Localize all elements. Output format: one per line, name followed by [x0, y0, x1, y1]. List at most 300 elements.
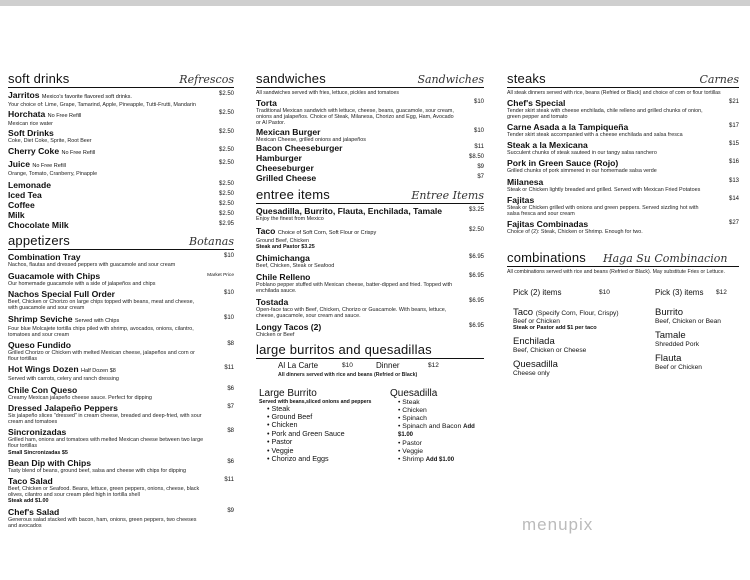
burrito-option: • Chorizo and Eggs: [267, 455, 379, 463]
menu-item: [8, 146, 234, 158]
item-desc: Nachos, flautas and dressed peppers with guacamole and sour cream: [8, 261, 176, 268]
steaks-list: [507, 98, 739, 236]
alacarte-label: Al La Carte: [278, 361, 319, 371]
item-price: $9: [227, 507, 234, 514]
item-price: $14: [728, 195, 739, 202]
item-name-text: Fajitas Combinadas: [507, 219, 589, 230]
menu-item: [256, 297, 484, 319]
item-price: $6.95: [468, 253, 484, 260]
item-name: [8, 146, 204, 158]
item-name: [507, 177, 709, 187]
item-name: [507, 158, 709, 168]
item-price: $2.50: [218, 190, 234, 197]
item-name-text: Cheeseburger: [256, 163, 314, 174]
sandwiches-header: [256, 70, 484, 88]
item-price: $15: [728, 141, 739, 148]
item-name: [507, 98, 709, 108]
combo-item-name-text: Burrito: [655, 306, 683, 318]
combo-item-name: [655, 353, 745, 364]
item-price: $8: [227, 428, 234, 435]
item-desc: Choice of (2): Steak, Chicken or Shrimp. Enough for two.: [507, 229, 643, 236]
item-name: [507, 195, 709, 205]
menu-item: [8, 427, 234, 456]
burrito-option: • Pastor: [267, 438, 379, 446]
menu-item: [8, 289, 234, 311]
item-name: [8, 180, 204, 190]
item-tag: Half Dozen $8: [80, 368, 116, 375]
menu-item: [507, 219, 739, 235]
item-name: [507, 122, 709, 132]
item-desc: Beef, Chicken or Seafood. Beans, lettuce, green peppers, onions, cheese, black olives, cilantro and sour cream piled high in tortilla shell: [8, 486, 200, 499]
item-name: [8, 128, 204, 138]
menu-item: [256, 153, 484, 163]
add-price: Add $1.00: [398, 424, 475, 439]
item-desc: Beef, Chicken or Chorizo on large chips topped with beans, meat and cheese, with guacamole and sour cream: [8, 299, 195, 312]
item-price: $8.50: [468, 154, 484, 161]
item-name: [8, 458, 204, 468]
menu-item: [8, 252, 234, 268]
combo-item-desc: Beef, Chicken or Bean: [655, 317, 721, 325]
item-price: $7: [477, 174, 484, 181]
item-name-text: Bacon Cheeseburger: [256, 143, 343, 154]
item-name: [8, 340, 204, 350]
item-name: [256, 143, 454, 153]
item-desc: Mexican Cheese, grilled onions and jalapeños: [256, 137, 366, 144]
item-name-text: Grilled Cheese: [256, 173, 317, 184]
combo-item-desc: Beef, Chicken or Cheese: [513, 346, 587, 354]
item-desc: Open-face taco with Beef, Chicken, Chorizo or Guacamole. With beans, lettuce, cheese, guacamole, sour cream and sauce.: [256, 306, 447, 319]
quesadilla-option-text: Steak: [402, 398, 420, 406]
item-name-text: Torta: [256, 97, 277, 108]
item-name: [256, 206, 454, 216]
item-price: $6: [227, 458, 234, 465]
menu-item: [507, 195, 739, 217]
item-desc: Succulent chunks of steak sauteed in our tangy salsa ranchero: [507, 150, 657, 157]
item-price: $2.95: [218, 220, 234, 227]
burrito-option: • Steak: [267, 405, 379, 413]
item-price: $16: [728, 159, 739, 166]
item-tag: Served with Chips: [74, 317, 120, 324]
quesadilla-option: [398, 399, 488, 407]
item-desc: Generous salad stacked with bacon, ham, onions, green peppers, two cheeses and avocados: [8, 516, 197, 529]
burrito-option: • Chicken: [267, 421, 379, 429]
item-name: [8, 476, 204, 486]
item-desc: Beef, Chicken, Steak or Seafood: [256, 262, 335, 269]
combo-item-name-text: Flauta: [655, 352, 682, 364]
item-name: [8, 190, 204, 200]
combo-left-list: [513, 307, 651, 377]
menu-item: [8, 200, 234, 210]
item-name-text: Fajitas: [507, 194, 535, 205]
pick2-column: [513, 288, 651, 377]
item-name-text: Guacamole with Chips: [8, 271, 101, 282]
pick2-price: $10: [599, 288, 610, 296]
item-price: $10: [223, 290, 234, 297]
menu-item: [256, 127, 484, 143]
item-desc: Your choice of: Lime, Grape, Tamarind, Apple, Pineapple, Tutti-Frutti, Mandarin: [8, 102, 196, 108]
appetizers-header: [8, 232, 234, 250]
item-price: $8: [227, 341, 234, 348]
item-name-text: Juice: [8, 158, 30, 169]
item-name-text: Chimichanga: [256, 252, 310, 263]
item-price: $2.50: [468, 226, 484, 233]
menu-item: [256, 226, 484, 250]
item-name-text: Hot Wings Dozen: [8, 364, 79, 375]
item-name: [256, 297, 454, 307]
item-name: [8, 220, 204, 230]
entree-header: [256, 186, 484, 204]
quesadilla-option: [398, 440, 488, 448]
large-burritos-header: [256, 341, 484, 359]
quesadilla-option: [398, 448, 488, 456]
menu-item: [256, 163, 484, 173]
combo-item: [513, 336, 651, 354]
item-name: [8, 200, 204, 210]
item-price: $17: [728, 122, 739, 129]
item-name: [507, 219, 709, 229]
quesadilla-option: [398, 456, 488, 464]
item-desc: Traditional Mexican sandwich with lettuce, cheese, beans, guacamole, sour cream, onions and jalapeños. Choice of Steak, Milanesa, Chorizo and Egg, Ham, Avocado or Al Pastor.: [256, 107, 454, 126]
item-name-text: Mexican Burger: [256, 127, 321, 138]
pick3-column: [655, 288, 745, 371]
item-price: $2.50: [218, 146, 234, 153]
dinner-label: Dinner: [376, 361, 400, 371]
item-desc: Poblano pepper stuffed with Mexican cheese, batter-dipped and fried. Topped with enchilada sauce.: [256, 282, 453, 295]
menu-item: [256, 253, 484, 269]
combinations-grid: [507, 288, 739, 418]
entree-script: Entree Items: [411, 189, 484, 203]
menu-item: [256, 98, 484, 127]
item-name-text: Chile Relleno: [256, 272, 311, 283]
item-price: $2.50: [218, 159, 234, 166]
menu-item: [8, 507, 234, 529]
combo-item-name: [655, 330, 745, 341]
menu-item: [8, 159, 234, 177]
item-name: [507, 140, 709, 150]
item-price: $21: [728, 98, 739, 105]
item-desc: Mexican rice water: [8, 121, 53, 128]
item-desc: Grilled Chorizo or Chicken with melted Mexican cheese, jalapeños and corn or flour tortillas: [8, 350, 195, 363]
item-name-text: Soft Drinks: [8, 128, 54, 139]
combo-item: [513, 359, 651, 377]
pick3-label: Pick (3) items: [655, 287, 704, 297]
burrito-option: • Veggie: [267, 447, 379, 455]
combo-item-desc: Beef or Chicken: [513, 317, 560, 325]
burrito-quesadilla-block: [256, 388, 484, 516]
item-name: [8, 364, 204, 376]
quesadilla-option-text: Veggie: [402, 447, 424, 455]
item-price: $6.95: [468, 322, 484, 329]
item-desc: Six jalapeño slices "dressed" in cream cheese, breaded and deep-fried, with sour cream and tomatoes: [8, 412, 202, 426]
item-name-text: Dressed Jalapeño Peppers: [8, 402, 118, 413]
item-price: Market Price: [207, 273, 234, 279]
menu-item: [8, 128, 234, 144]
item-name: [256, 226, 454, 238]
menu-item: [256, 143, 484, 153]
soft-drinks-script: Refrescos: [179, 73, 234, 86]
item-name-text: Steak a la Mexicana: [507, 140, 588, 151]
item-name: [256, 127, 454, 137]
item-desc: Grilled ham, onions and tomatoes with melted Mexican cheese between two large flour tortillas: [8, 437, 204, 450]
item-price: $2.50: [218, 200, 234, 207]
menu-item: [256, 272, 484, 294]
item-name: [8, 109, 204, 121]
quesadilla-option-text: Pastor: [402, 439, 422, 447]
steaks-script: Carnes: [699, 73, 739, 86]
item-name: [256, 163, 454, 173]
quesadilla-option-text: Spinach: [402, 415, 427, 423]
sandwiches-list: [256, 98, 484, 184]
item-desc: Steak or Chicken grilled with onions and green peppers. Served sizzling hot with salsa fresca and sour cream: [507, 204, 699, 217]
item-name: [8, 507, 204, 517]
item-name: [8, 210, 204, 220]
menu-item: [256, 206, 484, 222]
item-desc: Served with carrots, celery and ranch dressing: [8, 376, 119, 383]
menu-item: [8, 314, 234, 338]
item-name-text: Quesadilla, Burrito, Flauta, Enchilada, Tamale: [256, 206, 443, 217]
item-price: $6.95: [468, 297, 484, 304]
item-name-text: Cherry Coke: [8, 145, 60, 156]
combo-item-name: [513, 359, 651, 370]
steaks-note: All steak dinners served with rice, beans (Refried or Black) and choice of corn or flour tortillas: [507, 90, 721, 96]
combo-item-name-text: Tamale: [655, 329, 686, 341]
menu-item: [8, 90, 234, 108]
soft-drinks-list: [8, 90, 234, 230]
item-note: Steak add $1.00: [8, 498, 49, 505]
item-price: $11: [224, 365, 234, 372]
alacarte-dinner-row: [256, 361, 484, 372]
combo-item-name: [655, 307, 745, 318]
item-name-text: Nachos Special Full Order: [8, 289, 115, 300]
combo-item-tag: (Specify Corn, Flour, Crispy): [535, 309, 619, 317]
item-price: $3.25: [468, 207, 484, 214]
combo-item: [513, 307, 651, 331]
item-price: $2.50: [218, 91, 234, 97]
item-desc: Orange, Tomato, Cranberry, Pinapple: [8, 170, 98, 177]
quesadilla-list: [390, 399, 488, 465]
menu-item: [8, 271, 234, 287]
item-name: [8, 403, 204, 413]
item-name-text: Jarritos: [8, 90, 40, 100]
item-name-text: Coffee: [8, 199, 35, 210]
alacarte-price: $10: [342, 362, 353, 370]
dinner-price: $12: [428, 362, 439, 370]
item-name-text: Bean Dip with Chips: [8, 457, 92, 468]
item-name-text: Chile Con Queso: [8, 384, 78, 395]
item-price: $6: [227, 385, 234, 392]
item-name: [256, 322, 454, 332]
item-price: $11: [224, 477, 234, 484]
combinations-header: [507, 249, 739, 267]
quesadilla-option-text: Shrimp: [402, 456, 424, 464]
combo-item: [655, 353, 745, 371]
item-name-text: Queso Fundido: [8, 340, 72, 351]
item-name-text: Tostada: [256, 296, 289, 307]
menu-item: [8, 340, 234, 362]
quesadilla-title: Quesadilla: [390, 387, 438, 399]
soft-drinks-header: [8, 70, 234, 88]
menu-item: [8, 180, 234, 190]
item-name: [8, 271, 204, 281]
item-price: $10: [473, 98, 484, 105]
steaks-header: [507, 70, 739, 88]
item-name-text: Taco Salad: [8, 476, 53, 487]
large-burrito-note: Served with beans,sliced onions and peppers: [259, 398, 372, 405]
combo-item-desc: Shredded Pork: [655, 340, 699, 348]
menu-item: [8, 190, 234, 200]
watermark-logo: menupix: [522, 515, 594, 534]
item-price: $6.95: [468, 273, 484, 280]
menu-item: [507, 140, 739, 156]
item-name-text: Pork in Green Sauce (Rojo): [507, 158, 619, 169]
pick2-label: Pick (2) items: [513, 287, 562, 297]
combinations-script: Haga Su Combinacion: [603, 252, 728, 266]
appetizers-script: Botanas: [189, 234, 234, 248]
item-name-text: Hamburger: [256, 153, 302, 164]
combo-item-name: [513, 336, 651, 347]
soft-drinks-title: soft drinks: [8, 71, 70, 86]
item-desc: Four blue Molcajete tortilla chips piled with shrimp, avocados, onions, cilantro, tomatoes and sour cream: [8, 325, 194, 338]
appetizers-list: [8, 252, 234, 529]
menu-item: [8, 403, 234, 425]
pick2-header: [513, 288, 651, 302]
pick3-price: $12: [716, 288, 727, 296]
quesadilla-block: [390, 388, 488, 465]
item-desc: Creamy Mexican jalapeño cheese sauce. Perfect for dipping: [8, 394, 152, 401]
combo-item-name-text: Enchilada: [513, 335, 555, 347]
quesadilla-option: [398, 407, 488, 415]
menu-item: [8, 220, 234, 230]
menu-item: [8, 476, 234, 505]
menu-item: [507, 177, 739, 193]
item-note: Small Sincronizadas $5: [8, 449, 68, 456]
combo-item-desc: Beef or Chicken: [655, 363, 702, 371]
menu-item: [256, 322, 484, 338]
sandwiches-title: sandwiches: [256, 71, 326, 86]
entree-list: [256, 206, 484, 338]
item-desc-extra: Steak and Pastor $3.25: [256, 243, 315, 250]
sandwiches-script: Sandwiches: [417, 73, 484, 86]
combo-item-desc: Cheese only: [513, 369, 550, 377]
item-price: $13: [728, 177, 739, 184]
column-middle: [256, 70, 484, 516]
item-desc: Steak or Chicken lightly breaded and grilled. Served with Mexican Fried Potatoes: [507, 186, 701, 193]
item-price: $2.50: [218, 180, 234, 187]
combinations-note: All combinations served with rice and beans (Refried or Black). May substitute Fries or Lettuce.: [507, 269, 725, 276]
quesadilla-option-text: Spinach and Bacon: [402, 423, 462, 431]
item-name-text: Shrimp Seviche: [8, 313, 73, 324]
item-price: $10: [223, 314, 234, 321]
item-name: [256, 173, 454, 183]
item-name: [8, 427, 204, 437]
item-name: [8, 385, 204, 395]
item-price: $11: [474, 144, 484, 151]
item-price: $2.50: [218, 210, 234, 217]
menu-item: [256, 173, 484, 183]
quesadilla-option-text: Chicken: [402, 406, 427, 414]
burrito-option: • Pork and Green Sauce: [267, 430, 379, 438]
item-tag: No Free Refill: [61, 149, 96, 156]
combo-item-name: [513, 307, 651, 318]
item-price: $10: [473, 128, 484, 135]
item-name-text: Combination Tray: [8, 251, 81, 262]
item-name: [256, 253, 454, 263]
item-price: $2.50: [218, 129, 234, 136]
menu-item: [507, 98, 739, 120]
column-right: [507, 70, 739, 418]
menu-item: [8, 364, 234, 382]
menu-item: [8, 385, 234, 401]
item-desc: Grilled chunks of pork simmered in our homemade salsa verde: [507, 168, 657, 175]
item-desc: Chicken or Beef: [256, 331, 295, 338]
steaks-title: steaks: [507, 71, 546, 86]
large-burrito-block: [259, 388, 379, 464]
large-burrito-list: [259, 405, 379, 464]
menu-item: [507, 122, 739, 138]
menu-item: [8, 458, 234, 474]
item-name: [8, 289, 204, 299]
item-name: [256, 98, 454, 108]
combo-item: [655, 330, 745, 348]
item-desc: Coke, Diet Coke, Sprite, Root Beer: [8, 138, 92, 145]
item-desc: Enjoy the finest from Mexico: [256, 216, 324, 223]
item-price: $27: [728, 220, 739, 227]
item-name: [256, 153, 454, 163]
item-desc: Our homemade guacamole with a side of jalapeños and chips: [8, 281, 156, 288]
item-desc: Tender skirt steak with cheese enchilada, chile relleno and grilled chunks of onion, green pepper and tomato: [507, 107, 703, 120]
combo-item-note: Steak or Pastor add $1 per taco: [513, 324, 597, 331]
item-name-text: Milanesa: [507, 176, 544, 187]
add-price: Add $1.00: [425, 457, 455, 464]
item-price: $2.50: [218, 110, 234, 117]
dinner-note: All dinners served with rice and beans (Refried or Black): [278, 372, 418, 379]
item-name: [256, 272, 454, 282]
item-name-text: Taco: [256, 225, 276, 236]
item-price: $7: [227, 403, 234, 410]
item-name-text: Milk: [8, 209, 25, 220]
menu-item: [8, 109, 234, 127]
item-tag: No Free Refill: [32, 162, 66, 169]
combinations-title: combinations: [507, 250, 586, 266]
column-left: [8, 70, 234, 529]
item-name-text: Sincronizadas: [8, 427, 67, 438]
appetizers-title: appetizers: [8, 232, 70, 248]
item-price: $9: [477, 164, 484, 171]
combo-item-name-text: Taco: [513, 306, 534, 318]
large-burrito-title: Large Burrito: [259, 387, 317, 399]
item-tag: No Free Refill: [47, 113, 82, 120]
item-price: $10: [223, 252, 234, 259]
item-desc: Ground Beef, Chicken: [256, 237, 310, 244]
entree-title: entree items: [256, 187, 330, 203]
item-name: [8, 90, 204, 102]
combo-item: [655, 307, 745, 325]
item-desc: Tasty blend of beans, ground beef, salsa and cheese with chips for dipping: [8, 467, 187, 474]
item-name-text: Chef's Salad: [8, 506, 60, 517]
sandwiches-note: All sandwiches served with fries, lettuce, pickles and tomatoes: [256, 90, 400, 96]
item-name: [8, 252, 204, 262]
item-desc: Tender skirt steak accompanied with a cheese enchilada and salsa fresca: [507, 131, 683, 138]
item-tag: Choice of Soft Corn, Soft Flour or Crispy: [277, 229, 377, 236]
item-name-text: Horchata: [8, 109, 46, 120]
item-name-text: Chocolate Milk: [8, 219, 69, 230]
combo-item-name-text: Quesadilla: [513, 358, 558, 370]
item-name-text: Iced Tea: [8, 189, 42, 200]
item-name-text: Chef's Special: [507, 97, 566, 108]
burrito-option: • Ground Beef: [267, 413, 379, 421]
quesadilla-option: [398, 423, 488, 439]
item-name-text: Carne Asada a la Tampiqueña: [507, 121, 629, 132]
